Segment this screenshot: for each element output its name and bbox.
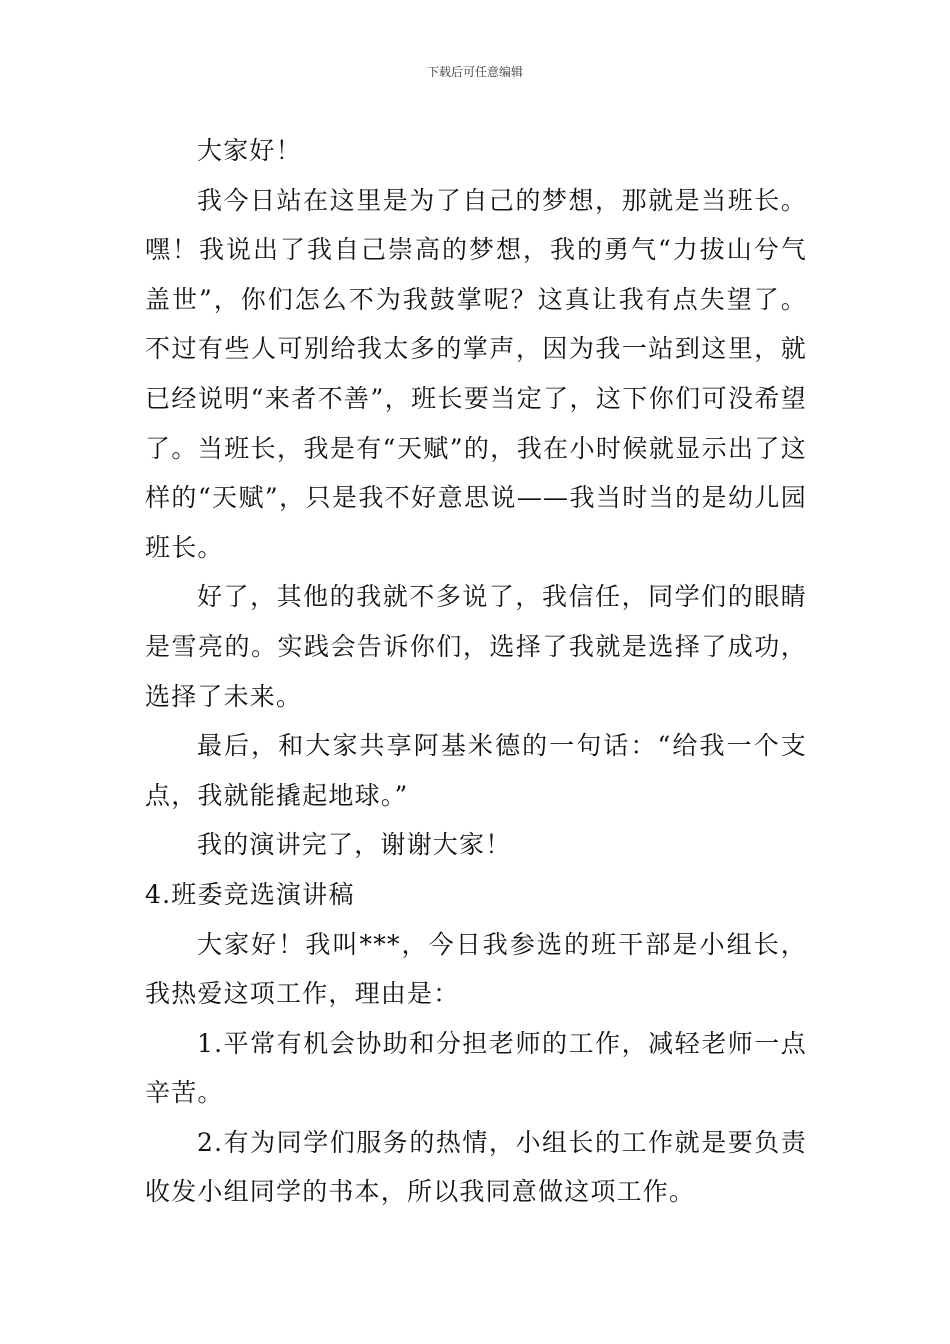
document-body <box>145 126 807 1217</box>
paragraph-closing: 我的演讲完了，谢谢大家！ <box>197 830 512 860</box>
paragraph-intro: 大家好！我叫***，今日我参选的班干部是小组长，我热爱这项工作，理由是： <box>145 929 807 1009</box>
page-header-note: 下载后可任意编辑 <box>426 65 523 79</box>
paragraph-archimedes-quote: 最后，和大家共享阿基米德的一句话：“给我一个支点，我就能撬起地球。” <box>145 731 807 810</box>
paragraph-greeting: 大家好！ <box>197 136 302 165</box>
paragraph-reason-2: 2.有为同学们服务的热情，小组长的工作就是要负责收发小组同学的书本，所以我同意做这项工作。 <box>145 1127 807 1207</box>
paragraph-dream: 我今日站在这里是为了自己的梦想，那就是当班长。嘿！我说出了我自己崇高的梦想，我的勇气“力拔山兮气盖世”，你们怎么不为我鼓掌呢？这真让我有点失望了。不过有些人可别给我太多的掌声，因为我一站到这里，就已经说明“来者不善”，班长要当定了，这下你们可没希望了。当班长，我是有“天赋”的，我在小时候就显示出了这样的“天赋”，只是我不好意思说——我当时当的是幼儿园班长。 <box>145 185 807 562</box>
paragraph-reason-1: 1.平常有机会协助和分担老师的工作，减轻老师一点辛苦。 <box>145 1028 807 1108</box>
section-heading: 4.班委竞选演讲稿 <box>145 879 355 909</box>
paragraph-trust: 好了，其他的我就不多说了，我信任，同学们的眼睛是雪亮的。实践会告诉你们，选择了我就是选择了成功，选择了未来。 <box>145 582 807 711</box>
